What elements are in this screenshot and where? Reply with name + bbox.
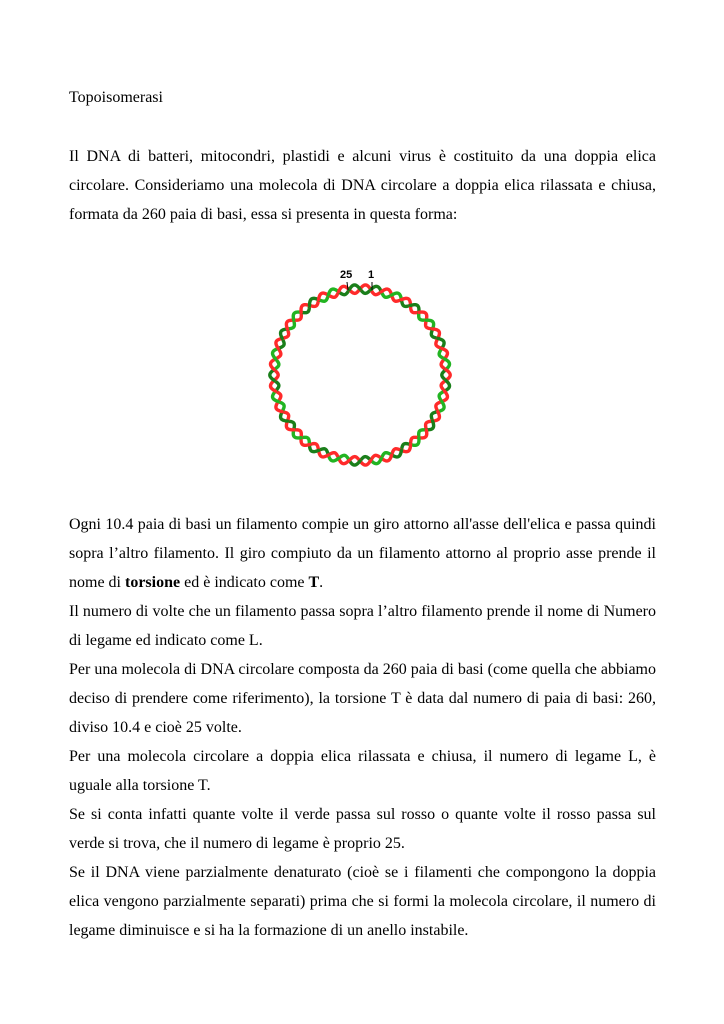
- paragraph-twist: [69, 510, 656, 597]
- paragraph-linking-number: Il numero di volte che un filamento passa sopra l’altro filamento prende il nome di Numero di legame ed indicato come L.: [69, 603, 656, 649]
- paragraph-twist-calculation: Per una molecola di DNA circolare composta da 260 paia di basi (come quella che abbiamo deciso di prendere come riferimento), la torsione T è data dal numero di paia di basi: 260, diviso 10.4 e cioè 25 volte.: [69, 661, 656, 736]
- red-strand-segment: [446, 370, 450, 381]
- paragraph-twist-text-3: .: [319, 574, 324, 591]
- body-text: [69, 510, 656, 945]
- term-torsione: torsione: [125, 574, 181, 591]
- red-strand-segment: [271, 380, 276, 391]
- green-strand-segment: [444, 380, 449, 391]
- green-strand-segment: [349, 285, 360, 290]
- marker-label-25: 25: [340, 269, 353, 281]
- paragraph-counting: Se si conta infatti quante volte il verde passa sul rosso o quante volte il rosso passa sul verde si trova, che il numero di legame è proprio 25.: [69, 806, 656, 852]
- paragraph-denaturation: Se il DNA viene parzialmente denaturato (cioè se i filamenti che compongono la doppia elica vengono parzialmente separati) prima che si formi la molecola circolare, il numero di legame diminuisce e si ha la formazione di un anello instabile.: [69, 864, 656, 939]
- marker-label-1: 1: [368, 269, 375, 281]
- symbol-T: T: [308, 574, 320, 591]
- paragraph-twist-text-2: ed è indicato come: [180, 574, 309, 591]
- dna-double-helix-ring: [262, 262, 458, 474]
- red-strand-segment: [271, 359, 276, 370]
- green-strand-segment: [270, 370, 274, 381]
- circular-dna-figure: [262, 262, 458, 474]
- green-strand-segment: [444, 359, 449, 370]
- document-title: Topoisomerasi: [69, 89, 163, 106]
- paragraph-twist-text-1: Ogni 10.4 paia di basi un filamento compie un giro attorno all'asse dell'elica e passa quindi sopra l’altro filamento. Il giro compiuto da un filamento attorno al proprio asse prende il nome di: [69, 516, 656, 591]
- green-strand-segment: [349, 460, 360, 465]
- intro-paragraph: Il DNA di batteri, mitocondri, plastidi e alcuni virus è costituito da una doppia elica circolare. Consideriamo una molecola di DNA circolare a doppia elica rilassata e chiusa, formata da 260 paia di basi, essa si presenta in questa forma:: [69, 148, 656, 223]
- paragraph-relaxed-circle: Per una molecola circolare a doppia elica rilassata e chiusa, il numero di legame L, è uguale alla torsione T.: [69, 748, 656, 794]
